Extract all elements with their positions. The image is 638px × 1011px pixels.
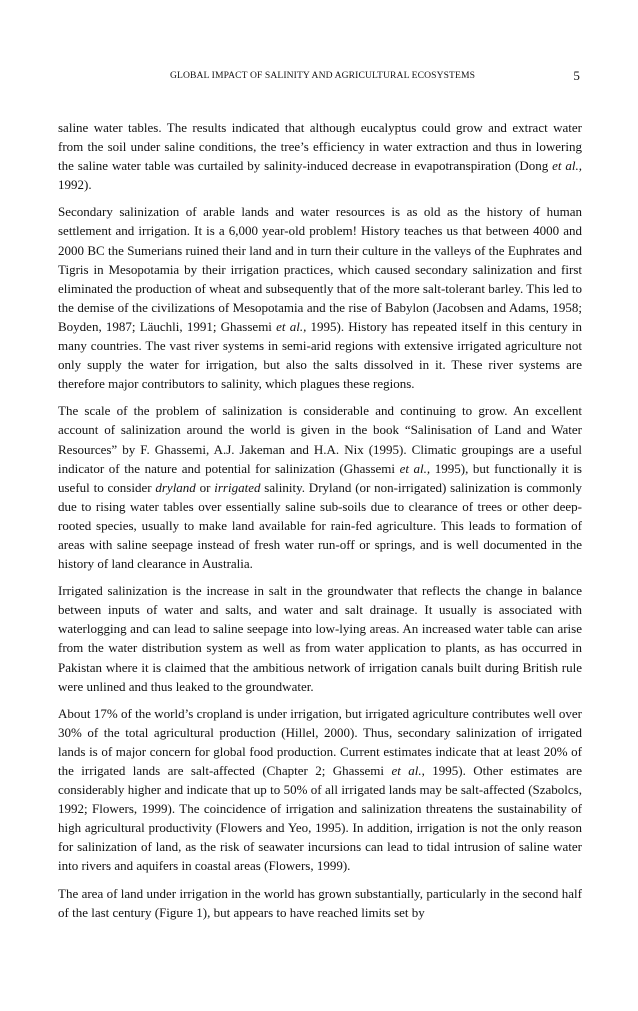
text-run: or: [195, 479, 215, 495]
italic-run: et al.,: [276, 318, 307, 334]
paragraph-5: [58, 704, 582, 876]
text-run: 1995), but functionally it is useful to consider: [58, 460, 582, 495]
paragraph-4: [58, 581, 582, 696]
paragraph-6: [58, 884, 582, 922]
text-run: salinity. Dryland (or non-irrigated) salinization is commonly due to rising water tables over essentially saline sub-soils due to clearance of trees or other deep-rooted species, usually to make land available for rain-fed agriculture. This leads to formation of areas with saline seepage instead of fresh water run-off or springs, and is well documented in the history of land clearance in Australia.: [58, 479, 582, 572]
text-run: 1992).: [58, 177, 92, 193]
italic-run: et al.,: [552, 158, 582, 174]
text-run: , 1995). Other estimates are considerably higher and indicate that up to 50% of all irrigated lands may be salt-affected (Szabolcs, 1992; Flowers, 1999). The coincidence of irrigation and salinization threatens the sustainability of high agricultural productivity (Flowers and Yeo, 1995). In addition, irrigation is not the only reason for salinization of land, as the risk of seawater incursions can lead to tidal intrusion of saline water into rivers and aquifers in coastal areas (Flowers, 1999).: [58, 763, 582, 874]
italic-run: et al.,: [399, 460, 431, 476]
italic-run: irrigated: [214, 479, 261, 495]
paragraph-2: [58, 202, 582, 393]
text-run: Irrigated salinization is the increase in salt in the groundwater that reflects the change in balance between inputs of water and salts, and water and salt drainage. It usually is associated with waterlogging and can lead to saline seepage into low-lying areas. An increased water table can arise from the water distribution system as well as from water application to plants, as has occurred in Pakistan where it is claimed that the ambitious network of irrigation canals built during British rule were unlined and thus leaked to the groundwater.: [58, 583, 582, 694]
italic-run: dryland: [155, 479, 196, 495]
paragraph-3: [58, 401, 582, 573]
text-run: 1995). History has repeated itself in this century in many countries. The vast river systems in semi-arid regions with extensive irrigated agriculture not only supply the water for irrigation, but also the salts dissolved in it. These river systems are therefore major contributors to salinity, which plagues these regions.: [58, 318, 583, 392]
running-title: GLOBAL IMPACT OF SALINITY AND AGRICULTURAL ECOSYSTEMS: [170, 70, 476, 81]
text-run: The area of land under irrigation in the world has grown substantially, particularly in the second half of the last century (Figure 1), but appears to have reached limits set by: [58, 885, 582, 920]
text-run: About 17% of the world’s cropland is under irrigation, but irrigated agriculture contributes well over 30% of the total agricultural production (Hillel, 2000). Thus, secondary salinization of irrigated lands is of major concern for global food production. Current estimates indicate that at least 20% of the irrigated lands are salt-affected (Chapter 2; Ghassemi: [58, 705, 582, 778]
body-text: [58, 118, 582, 930]
text-run: The scale of the problem of salinization is considerable and continuing to grow. An excellent account of salinization around the world is given in the book “Salinisation of Land and Water Resources” by F. Ghassemi, A.J. Jakeman and H.A. Nix (1995). Climatic groupings are a useful indicator of the nature and potential for salinization (Ghassemi: [58, 403, 582, 476]
text-run: saline water tables. The results indicated that although eucalyptus could grow and extract water from the soil under saline conditions, the tree’s efficiency in water extraction and thus in lowering the saline water table was curtailed by salinity-induced decrease in evapotranspiration (Dong: [58, 120, 582, 174]
text-run: Secondary salinization of arable lands and water resources is as old as the history of human settlement and irrigation. It is a 6,000 year-old problem! History teaches us that between 4000 and 2000 BC the Sumerians ruined their land and in turn their culture in the valleys of the Euphrates and Tigris in Mesopotamia by their irrigation practices, which caused secondary salinization and first eliminated the production of wheat and subsequently that of the more salt-tolerant barley. This led to the demise of the civilizations of Mesopotamia and the rise of Babylon (Jacobsen and Adams, 1958; Boyden, 1987; Läuchli, 1991; Ghassemi: [58, 204, 582, 334]
paragraph-1: [58, 118, 582, 194]
page-number: 5: [573, 68, 580, 83]
italic-run: et al.: [391, 763, 422, 778]
running-header: [60, 70, 580, 86]
